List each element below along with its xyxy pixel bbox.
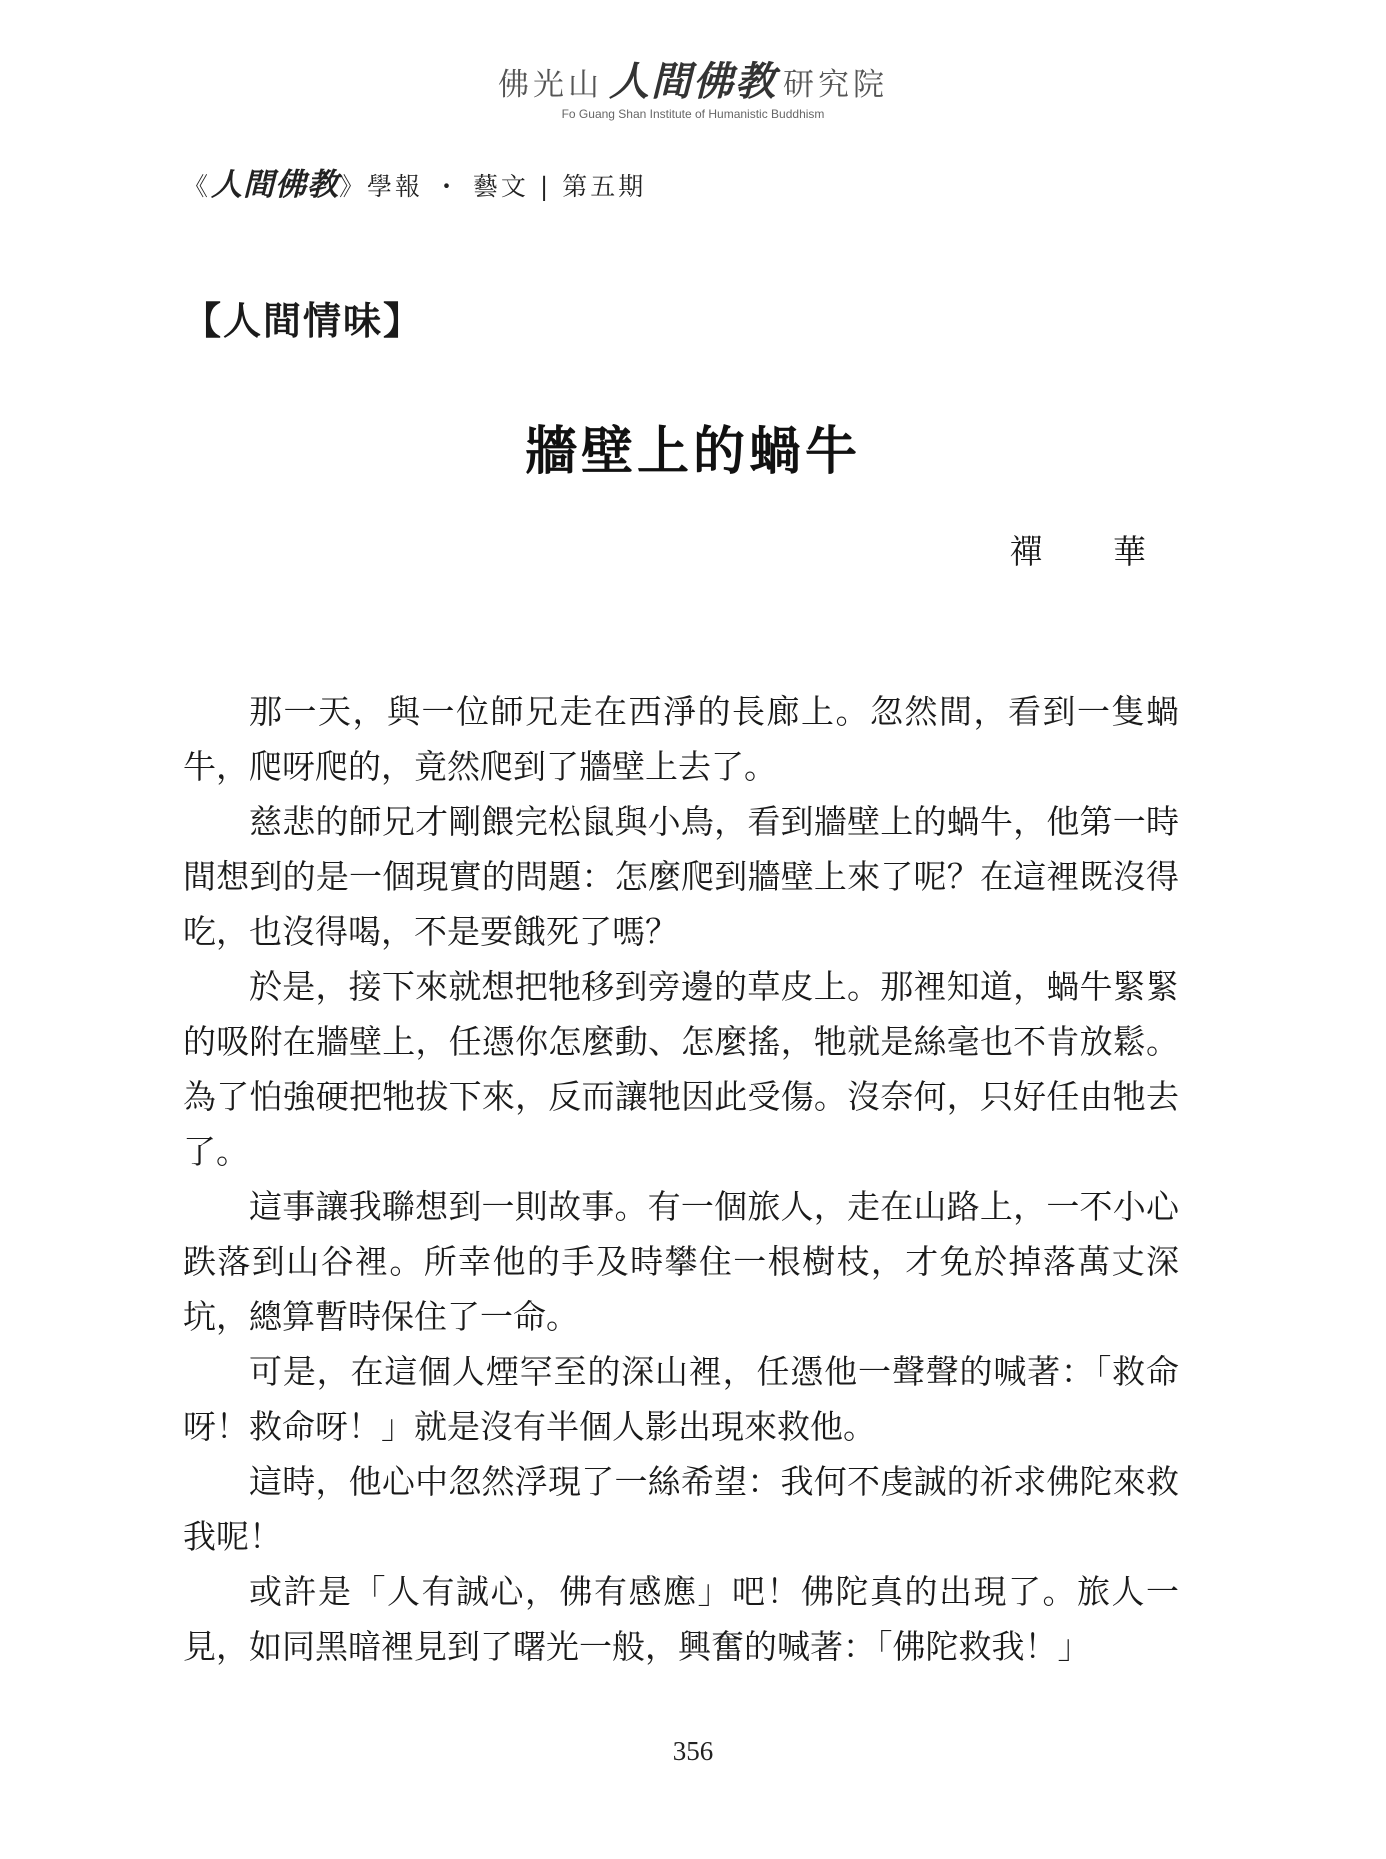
journal-header bbox=[183, 168, 646, 204]
institute-name-left: 佛光山 bbox=[498, 67, 603, 103]
article-body bbox=[183, 684, 1179, 1674]
paragraph: 這時，他心中忽然浮現了一絲希望：我何不虔誠的祈求佛陀來救我呢！ bbox=[183, 1462, 1179, 1556]
paragraph: 可是，在這個人煙罕至的深山裡，任憑他一聲聲的喊著：「救命呀！救命呀！」就是沒有半個人影出現來救他。 bbox=[183, 1352, 1179, 1446]
page-number: 356 bbox=[672, 1736, 714, 1766]
paragraph: 這事讓我聯想到一則故事。有一個旅人，走在山路上，一不小心跌落到山谷裡。所幸他的手及時攀住一根樹枝，才免於掉落萬丈深坑，總算暫時保住了一命。 bbox=[183, 1187, 1179, 1336]
article-title: 牆壁上的蝸牛 bbox=[524, 422, 861, 482]
masthead bbox=[0, 59, 1386, 121]
paragraph: 於是，接下來就想把牠移到旁邊的草皮上。那裡知道，蝸牛緊緊的吸附在牆壁上，任憑你怎麼動、怎麼搖，牠就是絲毫也不肯放鬆。為了怕強硬把牠拔下來，反而讓牠因此受傷。沒奈何，只好任由牠去了。 bbox=[183, 967, 1179, 1171]
journal-open-quote: 《 bbox=[183, 172, 212, 201]
journal-brand: 人間佛教 bbox=[211, 167, 340, 203]
paragraph: 或許是「人有誠心，佛有感應」吧！佛陀真的出現了。旅人一見，如同黑暗裡見到了曙光一般，興奮的喊著：「佛陀救我！」 bbox=[183, 1572, 1179, 1666]
section-label: 【人間情味】 bbox=[183, 299, 424, 343]
institute-english-name: Fo Guang Shan Institute of Humanistic Buddhism bbox=[561, 107, 825, 121]
journal-issue: 》學報 ・ 藝文 | 第五期 bbox=[339, 172, 647, 201]
institute-name bbox=[0, 59, 1386, 105]
article-author: 禪 華 bbox=[1009, 532, 1176, 571]
institute-logo-text: 人間佛教 bbox=[609, 59, 777, 105]
paragraph: 那一天，與一位師兄走在西淨的長廊上。忽然間，看到一隻蝸牛，爬呀爬的，竟然爬到了牆壁上去了。 bbox=[183, 692, 1179, 786]
paragraph: 慈悲的師兄才剛餵完松鼠與小鳥，看到牆壁上的蝸牛，他第一時間想到的是一個現實的問題：怎麼爬到牆壁上來了呢？在這裡既沒得吃，也沒得喝，不是要餓死了嗎？ bbox=[183, 802, 1179, 951]
institute-name-right: 研究院 bbox=[783, 67, 888, 103]
